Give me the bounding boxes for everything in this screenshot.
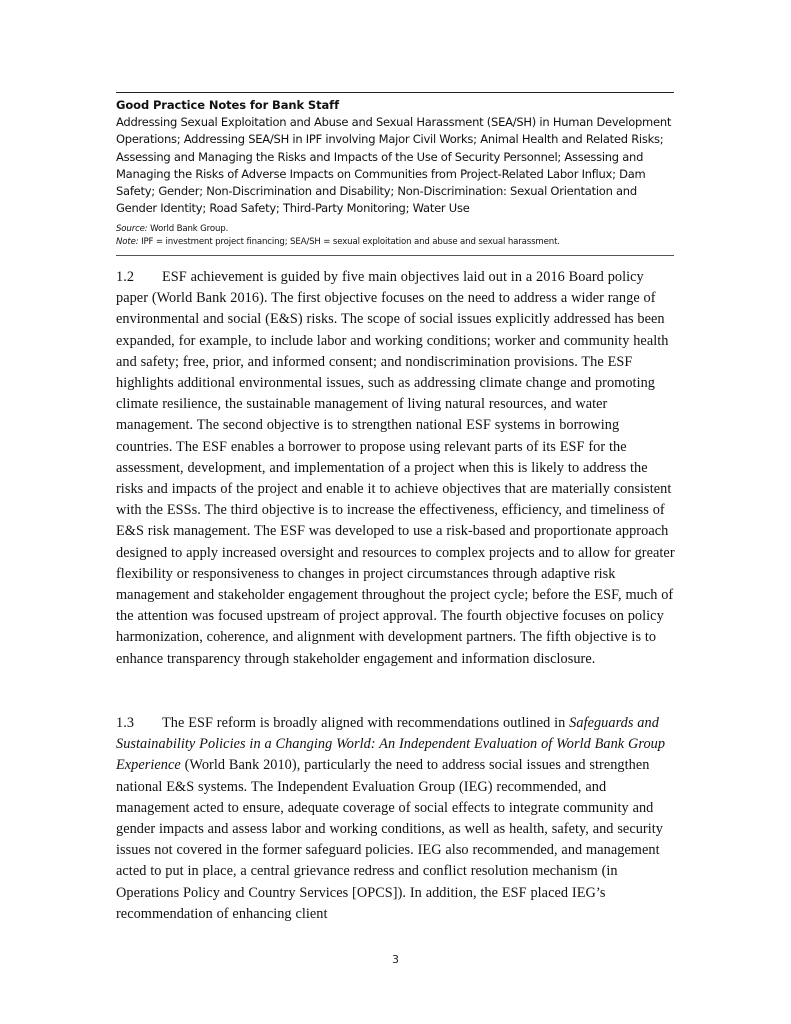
paragraph-1-2 — [116, 267, 676, 670]
cited-report-title: Safeguards and Sustainability Policies in a Changing World: An Independent Evaluation of World Bank Group Experience — [116, 715, 666, 774]
box-note — [116, 236, 674, 249]
note-label: Note: — [116, 236, 139, 247]
paragraph-1-3 — [116, 713, 676, 925]
paragraph-text-after: (World Bank 2010), particularly the need to address social issues and strengthen national E&S systems. The Independent Evaluation Group (IEG) recommended, and management acted to ensure, adequate coverage of social effects to integrate community and gender impacts and assess labor and working conditions, as well as health, safety, and security issues not covered in the former safeguard policies. IEG also recommended, and management acted to put in place, a central grievance redress and conflict resolution mechanism (in Operations Policy and Country Services [OPCS]). In addition, the ESF placed IEG’s recommendation of enhancing client — [116, 757, 663, 922]
source-text: World Bank Group. — [147, 223, 229, 234]
paragraph-number: 1.3 — [116, 715, 135, 731]
page-number: 3 — [392, 953, 399, 966]
source-label: Source: — [116, 223, 148, 234]
box-title: Good Practice Notes for Bank Staff — [116, 98, 339, 112]
paragraph-text-before: The ESF reform is broadly aligned with recommendations outlined in — [162, 715, 570, 731]
good-practice-notes-box — [116, 92, 674, 256]
box-source — [116, 223, 674, 236]
note-text: IPF = investment project financing; SEA/SH = sexual exploitation and abuse and sexual harassment. — [138, 236, 560, 247]
paragraph-text: ESF achievement is guided by five main objectives laid out in a 2016 Board policy paper (World Bank 2016). The first objective focuses on the need to address a wider range of environmental and social (E&S) risks. The scope of social issues explicitly addressed has been expanded, for example, to include labor and working conditions; worker and community health and safety; free, prior, and informed consent; and nondiscrimination provisions. The ESF highlights additional environmental issues, such as addressing climate change and promoting climate resilience, the sustainable management of living natural resources, and water management. The second objective is to strengthen national ESF systems in borrowing countries. The ESF enables a borrower to propose using relevant parts of its ESF for the assessment, development, and implementation of a project when this is likely to address the risks and impacts of the project and enable it to achieve objectives that are materially consistent with the ESSs. The third objective is to increase the effectiveness, efficiency, and timeliness of E&S risk management. The ESF was developed to use a risk-based and proportionate approach designed to apply increased oversight and resources to complex projects and to allow for greater flexibility or responsiveness to changes in project circumstances through adaptive risk management and stakeholder engagement throughout the project cycle; before the ESF, much of the attention was focused upstream of project approval. The fourth objective focuses on policy harmonization, coherence, and alignment with development partners. The fifth objective is to enhance transparency through stakeholder engagement and information disclosure. — [116, 269, 675, 667]
paragraph-number: 1.2 — [116, 269, 135, 285]
box-body: Addressing Sexual Exploitation and Abuse and Sexual Harassment (SEA/SH) in Human Development Operations; Addressing SEA/SH in IPF involving Major Civil Works; Animal Health and Related Risks; Assessing and Managing the Risks and Impacts of the Use of Security Personnel; Assessing and Managing the Risks of Adverse Impacts on Communities from Project-Related Labor Influx; Dam Safety; Gender; Non-Discrimination and Disability; Non-Discrimination: Sexual Orientation and Gender Identity; Road Safety; Third-Party Monitoring; Water Use — [116, 115, 672, 216]
